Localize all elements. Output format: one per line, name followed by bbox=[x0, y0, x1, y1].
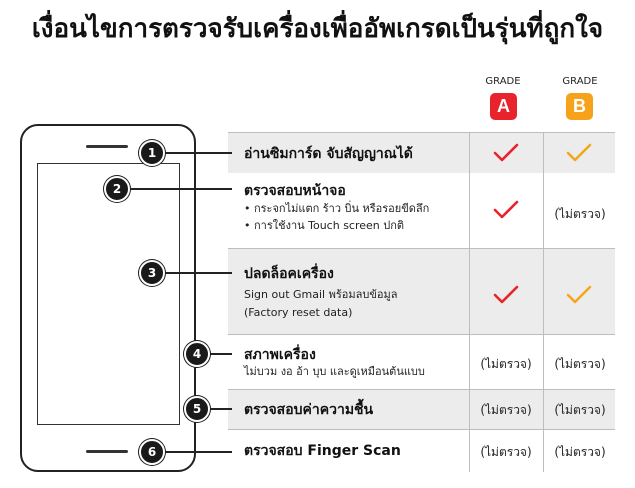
row-divider bbox=[228, 248, 615, 249]
row-divider bbox=[228, 132, 615, 133]
item-detail-2a: • กระจกไม่แตก ร้าว บิ่น หรือรอยขีดลึก bbox=[244, 202, 430, 215]
phone-home-bar bbox=[86, 450, 128, 453]
grade-a-label: GRADE bbox=[485, 76, 521, 87]
check-icon bbox=[493, 284, 519, 306]
check-icon bbox=[493, 199, 519, 221]
item-number-3: 3 bbox=[139, 260, 165, 286]
row-divider bbox=[228, 389, 615, 390]
check-icon bbox=[493, 142, 519, 164]
grade-b-label: GRADE bbox=[562, 76, 598, 87]
grade-a-cell-4: (ไม่ตรวจ) bbox=[480, 357, 532, 371]
item-number-5: 5 bbox=[184, 396, 210, 422]
page-title: เงื่อนไขการตรวจรับเครื่องเพื่ออัพเกรดเป็นรุ่นที่ถูกใจ bbox=[31, 14, 604, 44]
phone-screen bbox=[37, 163, 180, 425]
grade-a-badge: A bbox=[490, 93, 517, 120]
column-divider bbox=[469, 132, 470, 472]
item-number-2: 2 bbox=[104, 176, 130, 202]
grade-b-badge: B bbox=[566, 93, 593, 120]
item-number-6: 6 bbox=[139, 439, 165, 465]
check-icon bbox=[566, 142, 592, 164]
leader-line-3 bbox=[160, 272, 232, 274]
item-detail-2b: • การใช้งาน Touch screen ปกติ bbox=[244, 219, 405, 232]
item-number-4: 4 bbox=[184, 341, 210, 367]
leader-line-1 bbox=[160, 152, 232, 154]
item-title-4: สภาพเครื่อง bbox=[244, 347, 316, 363]
item-title-1: อ่านซิมการ์ด จับสัญญาณได้ bbox=[244, 146, 413, 162]
grade-a-cell-6: (ไม่ตรวจ) bbox=[480, 445, 532, 459]
grade-b-cell-4: (ไม่ตรวจ) bbox=[554, 357, 606, 371]
item-detail-4a: ไม่บวม งอ อ้า บุบ และดูเหมือนต้นแบบ bbox=[244, 365, 425, 378]
grade-b-cell-6: (ไม่ตรวจ) bbox=[554, 445, 606, 459]
item-title-6: ตรวจสอบ Finger Scan bbox=[244, 443, 401, 459]
grade-b-cell-5: (ไม่ตรวจ) bbox=[554, 403, 606, 417]
grade-b-cell-2: (ไม่ตรวจ) bbox=[554, 207, 606, 221]
item-detail-3a: Sign out Gmail พร้อมลบข้อมูล bbox=[244, 288, 398, 301]
column-divider bbox=[543, 132, 544, 472]
check-icon bbox=[566, 284, 592, 306]
leader-line-6 bbox=[160, 451, 232, 453]
item-detail-3b: (Factory reset data) bbox=[244, 306, 353, 319]
row-divider bbox=[228, 334, 615, 335]
item-title-5: ตรวจสอบค่าความชื้น bbox=[244, 402, 374, 418]
item-title-3: ปลดล็อคเครื่อง bbox=[244, 266, 334, 282]
grade-a-cell-5: (ไม่ตรวจ) bbox=[480, 403, 532, 417]
row-divider bbox=[228, 429, 615, 430]
phone-speaker bbox=[86, 145, 128, 148]
item-number-1: 1 bbox=[139, 140, 165, 166]
leader-line-2 bbox=[125, 188, 232, 190]
item-title-2: ตรวจสอบหน้าจอ bbox=[244, 183, 346, 199]
